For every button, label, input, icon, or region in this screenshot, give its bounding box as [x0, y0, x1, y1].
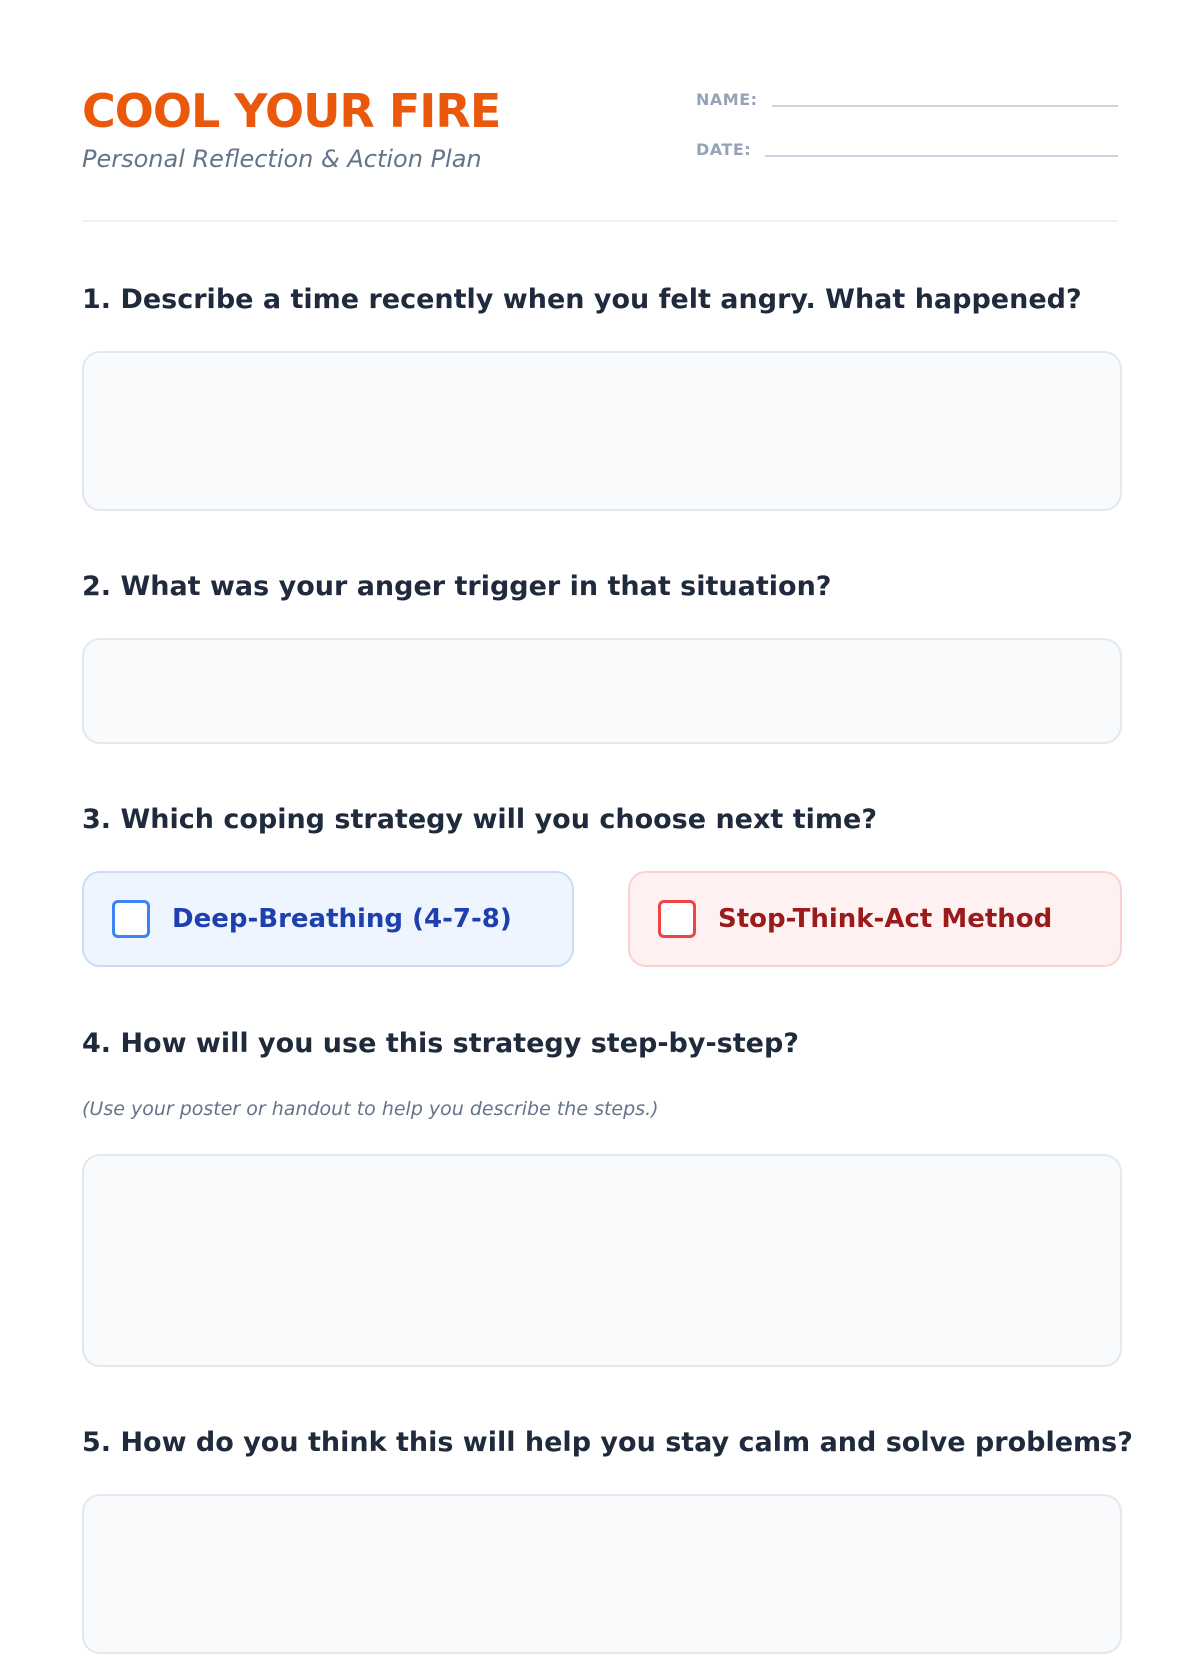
worksheet-subtitle: Personal Reflection & Action Plan — [82, 145, 482, 173]
name-label: NAME: — [696, 90, 758, 109]
name-field[interactable] — [772, 105, 1118, 107]
answer-box-4[interactable] — [82, 1154, 1122, 1367]
answer-box-1[interactable] — [82, 351, 1122, 511]
date-field-row — [696, 140, 1118, 159]
option-stop-think-act[interactable] — [628, 871, 1122, 967]
option-label-deep-breathing: Deep-Breathing (4-7-8) — [172, 904, 512, 934]
question-1: 1. Describe a time recently when you felt angry. What happened? — [82, 284, 1082, 315]
option-deep-breathing[interactable] — [82, 871, 574, 967]
worksheet-title: COOL YOUR FIRE — [82, 84, 501, 138]
date-label: DATE: — [696, 140, 752, 159]
question-4: 4. How will you use this strategy step-by-step? — [82, 1028, 799, 1059]
question-3: 3. Which coping strategy will you choose next time? — [82, 804, 877, 835]
checkbox-deep-breathing[interactable] — [112, 900, 150, 938]
name-field-row — [696, 90, 1118, 109]
answer-box-5[interactable] — [82, 1494, 1122, 1654]
question-5: 5. How do you think this will help you stay calm and solve problems? — [82, 1427, 1133, 1458]
date-field[interactable] — [765, 155, 1118, 157]
answer-box-2[interactable] — [82, 638, 1122, 744]
option-label-stop-think-act: Stop-Think-Act Method — [718, 904, 1053, 934]
question-4-hint: (Use your poster or handout to help you describe the steps.) — [82, 1098, 659, 1120]
checkbox-stop-think-act[interactable] — [658, 900, 696, 938]
worksheet-header — [82, 0, 1118, 222]
question-2: 2. What was your anger trigger in that situation? — [82, 571, 832, 602]
